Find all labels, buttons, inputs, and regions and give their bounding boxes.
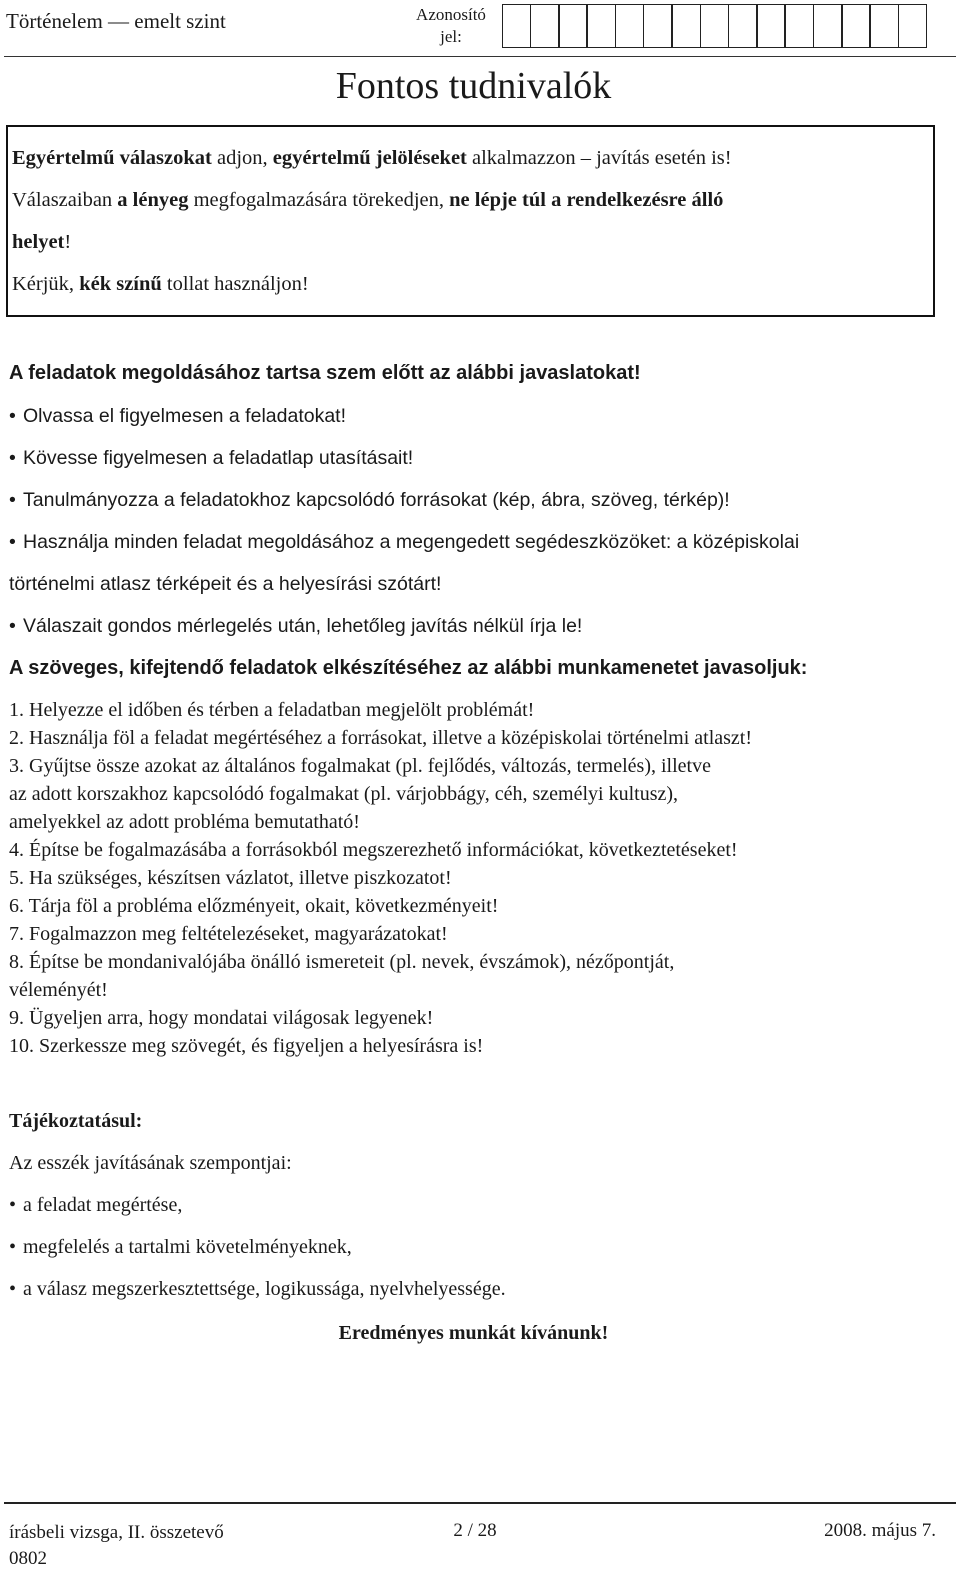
id-box[interactable] (784, 4, 814, 48)
id-box[interactable] (502, 4, 532, 48)
essay-step: 3. Gyűjtse össze azokat az általános fogalmakat (pl. fejlődés, változás, termelés), illetve (9, 755, 711, 777)
essay-step: 2. Használja föl a feladat megértéséhez a forrásokat, illetve a középiskolai történelmi atlaszt! (9, 727, 752, 749)
notice-text: adjon, (211, 147, 273, 169)
info-heading: Tájékoztatásul: (9, 1110, 143, 1132)
notice-text: tollat használjon! (161, 273, 309, 295)
id-box[interactable] (558, 4, 588, 48)
tip-item (9, 531, 799, 554)
criteria-text: a válasz megszerkesztettsége, logikussága, nyelvhelyessége. (23, 1278, 506, 1300)
bullet-icon: • (9, 489, 16, 511)
essay-step: 1. Helyezze el időben és térben a feladatban megjelölt problémát! (9, 699, 535, 721)
tip-item (9, 615, 582, 638)
id-label-line1: Azonosító (416, 5, 486, 24)
essay-step: 6. Tárja föl a probléma előzményeit, okait, következményeit! (9, 895, 499, 917)
tip-text: Válaszait gondos mérlegelés után, lehetőleg javítás nélkül írja le! (23, 615, 583, 637)
bullet-icon: • (9, 1236, 17, 1258)
essay-step: 8. Építse be mondanivalójába önálló ismereteit (pl. nevek, évszámok), nézőpontját, (9, 951, 675, 973)
header-divider (4, 56, 956, 57)
page-title: Fontos tudnivalók (335, 65, 612, 107)
footer-divider (4, 1502, 956, 1504)
tip-text: Használja minden feladat megoldásához a megengedett segédeszközöket: a középiskolai (23, 531, 800, 553)
tip-text: Kövesse figyelmesen a feladatlap utasításait! (23, 447, 414, 469)
bullet-icon: • (9, 447, 16, 469)
criteria-text: a feladat megértése, (23, 1194, 183, 1216)
id-box[interactable] (615, 4, 645, 48)
id-label (407, 4, 495, 48)
id-box[interactable] (898, 4, 928, 48)
closing-line: Eredményes munkát kívánunk! (338, 1322, 609, 1344)
id-box[interactable] (756, 4, 786, 48)
essay-step: amelyekkel az adott probléma bemutatható! (9, 811, 360, 833)
essay-heading: A szöveges, kifejtendő feladatok elkészítéséhez az alábbi munkamenetet javasoljuk: (9, 657, 808, 679)
notice-emphasis: Egyértelmű válaszokat (12, 147, 212, 169)
notice-emphasis: helyet (12, 231, 65, 253)
id-box[interactable] (813, 4, 843, 48)
id-box[interactable] (728, 4, 758, 48)
essay-step: 7. Fogalmazzon meg feltételezéseket, magyarázatokat! (9, 923, 448, 945)
notice-line-2 (12, 189, 723, 212)
id-box[interactable] (530, 4, 560, 48)
notice-emphasis: egyértelmű jelöléseket (272, 147, 467, 169)
notice-line-1 (12, 147, 732, 170)
footer-exam (9, 1520, 224, 1572)
notice-text: Válaszaiban (12, 189, 118, 211)
notice-line-4 (12, 273, 309, 296)
criteria-item (9, 1194, 182, 1217)
bullet-icon: • (9, 531, 16, 553)
exam-date: 2008. május 7. (824, 1520, 936, 1541)
criteria-item (9, 1236, 352, 1259)
notice-line-3 (12, 231, 71, 254)
footer-exam-name: írásbeli vizsga, II. összetevő (9, 1522, 224, 1543)
bullet-icon: • (9, 615, 16, 637)
notice-emphasis: ne lépje túl a rendelkezésre álló (449, 189, 724, 211)
essay-step: 10. Szerkessze meg szövegét, és figyeljen a helyesírásra is! (9, 1035, 484, 1057)
id-box[interactable] (671, 4, 701, 48)
tip-item (9, 447, 413, 470)
page-number: 2 / 28 (453, 1520, 497, 1541)
essay-step: 5. Ha szükséges, készítsen vázlatot, illetve piszkozatot! (9, 867, 452, 889)
id-code-boxes (503, 4, 927, 48)
tip-text: Tanulmányozza a feladatokhoz kapcsolódó forrásokat (kép, ábra, szöveg, térkép)! (23, 489, 730, 511)
id-box[interactable] (586, 4, 616, 48)
essay-step: 9. Ügyeljen arra, hogy mondatai világosak legyenek! (9, 1007, 434, 1029)
essay-step: 4. Építse be fogalmazásába a forrásokból megszerezhető információkat, következtetéseket! (9, 839, 738, 861)
id-box[interactable] (643, 4, 673, 48)
tip-item-continuation: történelmi atlasz térképeit és a helyesírási szótárt! (9, 573, 442, 595)
criteria-item (9, 1278, 506, 1301)
bullet-icon: • (9, 1278, 17, 1300)
footer-exam-code: 0802 (9, 1548, 47, 1569)
notice-text: ! (64, 231, 72, 253)
info-intro: Az esszék javításának szempontjai: (9, 1152, 292, 1174)
id-box[interactable] (869, 4, 899, 48)
tip-item (9, 489, 730, 512)
tip-text: Olvassa el figyelmesen a feladatokat! (23, 405, 347, 427)
essay-step: véleményét! (9, 979, 108, 1001)
notice-text: alkalmazzon – javítás esetén is! (466, 147, 732, 169)
notice-text: megfogalmazására törekedjen, (188, 189, 450, 211)
bullet-icon: • (9, 1194, 17, 1216)
notice-emphasis: a lényeg (117, 189, 189, 211)
tip-item (9, 405, 346, 428)
bullet-icon: • (9, 405, 16, 427)
tips-heading: A feladatok megoldásához tartsa szem előtt az alábbi javaslatokat! (9, 362, 641, 384)
id-box[interactable] (841, 4, 871, 48)
notice-emphasis: kék színű (79, 273, 162, 295)
header-subject: Történelem — emelt szint (6, 9, 226, 33)
criteria-text: megfelelés a tartalmi követelményeknek, (23, 1236, 352, 1258)
notice-text: Kérjük, (12, 273, 80, 295)
notice-box (6, 125, 935, 317)
id-box[interactable] (700, 4, 730, 48)
essay-step: az adott korszakhoz kapcsolódó fogalmakat (pl. várjobbágy, céh, személyi kultusz), (9, 783, 679, 805)
id-label-line2: jel: (440, 27, 462, 46)
